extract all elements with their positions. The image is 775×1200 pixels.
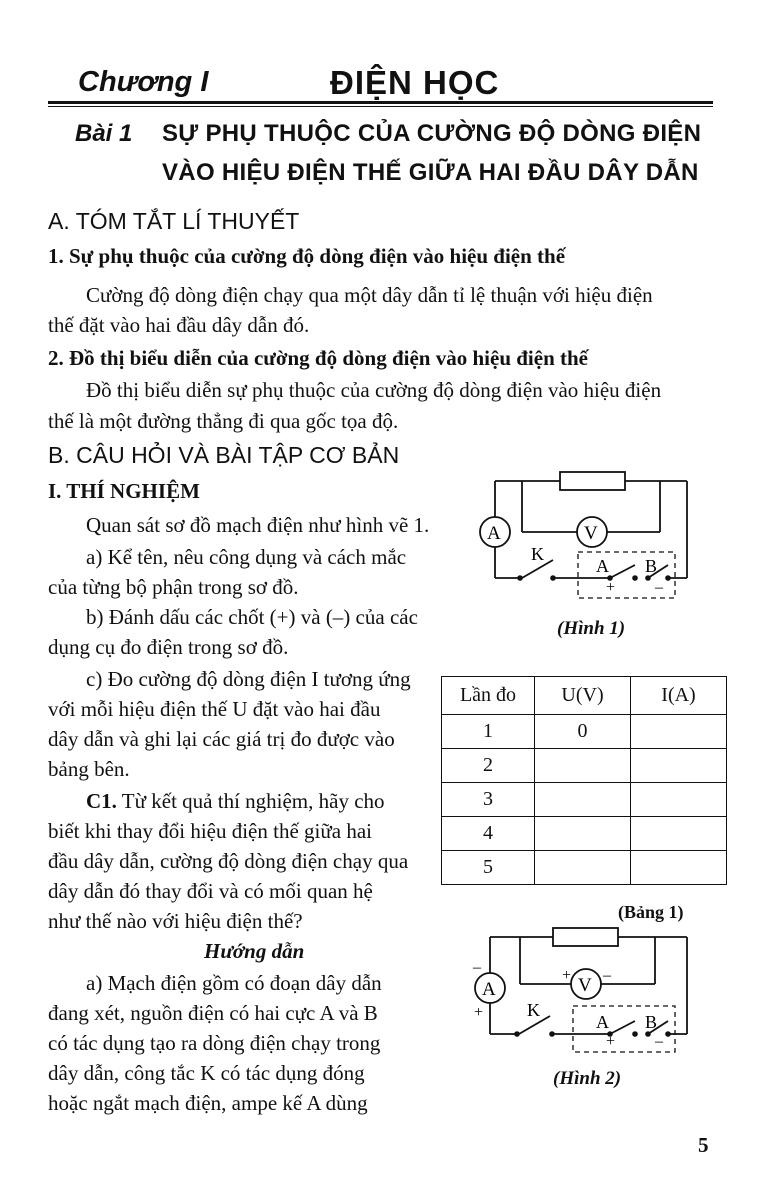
- text-line: Quan sát sơ đồ mạch điện như hình vẽ 1.: [86, 513, 430, 537]
- table-cell: [535, 783, 631, 817]
- guide-line: a) Mạch điện gồm có đoạn dây dẫn: [86, 971, 382, 995]
- circuit-diagram-figure-1: [465, 462, 695, 612]
- figure-2-caption: (Hình 2): [553, 1068, 622, 1089]
- minus-sign: –: [655, 579, 663, 596]
- voltmeter-minus-sign: –: [603, 967, 611, 984]
- figure-1-caption: (Hình 1): [557, 618, 626, 639]
- section-a-item2-heading: 2. Đồ thị biểu diễn của cường độ dòng điện vào hiệu điện thế: [48, 346, 589, 370]
- table-row: [442, 715, 727, 749]
- section-a-item2-line1: Đồ thị biểu diễn sự phụ thuộc của cường độ dòng điện vào hiệu điện: [86, 378, 662, 402]
- table-cell: [535, 817, 631, 851]
- text-line: c) Đo cường độ dòng điện I tương ứng: [86, 667, 411, 691]
- section-a-item1-line2: thế đặt vào hai đầu dây dẫn đó.: [48, 313, 310, 337]
- table-header-row: [442, 677, 727, 715]
- chapter-label: Chương I: [78, 66, 209, 98]
- table-header-cell: U(V): [535, 677, 631, 715]
- text-line: dây dẫn và ghi lại các giá trị đo được vào: [48, 727, 395, 751]
- table-cell: [631, 817, 727, 851]
- terminal-a-label: A: [596, 1012, 609, 1032]
- table-row: [442, 783, 727, 817]
- table-cell: 1: [442, 715, 535, 749]
- lesson-title-line-1: SỰ PHỤ THUỘC CỦA CƯỜNG ĐỘ DÒNG ĐIỆN: [162, 120, 702, 147]
- guide-heading: Hướng dẫn: [204, 939, 305, 963]
- section-a-item1-heading: 1. Sự phụ thuộc của cường độ dòng điện vào hiệu điện thế: [48, 244, 566, 268]
- ammeter-label: A: [487, 523, 501, 544]
- c1-label: C1.: [86, 789, 117, 813]
- table-cell: 2: [442, 749, 535, 783]
- voltmeter-label: V: [578, 975, 592, 996]
- table-cell: 0: [535, 715, 631, 749]
- ammeter-label: A: [482, 979, 496, 1000]
- table-cell: [535, 749, 631, 783]
- voltmeter-label: V: [584, 523, 598, 544]
- circuit-diagram-figure-2: [465, 918, 695, 1068]
- text-line: của từng bộ phận trong sơ đồ.: [48, 575, 299, 599]
- text-line: a) Kể tên, nêu công dụng và cách mắc: [86, 545, 407, 569]
- table-cell: 4: [442, 817, 535, 851]
- text-line: b) Đánh dấu các chốt (+) và (–) của các: [86, 605, 418, 629]
- text-line: với mỗi hiệu điện thế U đặt vào hai đầu: [48, 697, 381, 721]
- page-number: 5: [698, 1133, 709, 1157]
- table-header-cell: I(A): [631, 677, 727, 715]
- c1-line: Từ kết quả thí nghiệm, hãy cho: [116, 789, 385, 813]
- table-cell: [631, 715, 727, 749]
- table-row: [442, 749, 727, 783]
- measurement-table: [441, 676, 727, 885]
- header-rule: [48, 101, 713, 104]
- guide-line: có tác dụng tạo ra dòng điện chạy trong: [48, 1031, 381, 1055]
- chapter-title: ĐIỆN HỌC: [330, 64, 500, 101]
- table-header-cell: Lần đo: [442, 677, 535, 715]
- section-a-item2-line2: thế là một đường thẳng đi qua gốc tọa độ.: [48, 409, 399, 433]
- table-caption: (Bảng 1): [618, 902, 684, 922]
- resistor-symbol: [553, 928, 618, 946]
- terminal-b-label: B: [645, 1012, 658, 1032]
- section-a-heading: A. TÓM TẮT LÍ THUYẾT: [48, 208, 300, 234]
- switch-label: K: [527, 1000, 540, 1020]
- plus-sign: +: [606, 1033, 616, 1050]
- plus-sign: +: [606, 579, 616, 596]
- lesson-number: Bài 1: [75, 120, 133, 147]
- table-cell: [631, 851, 727, 885]
- lesson-title-line-2: VÀO HIỆU ĐIỆN THẾ GIỮA HAI ĐẦU DÂY DẪN: [162, 159, 699, 186]
- ammeter-minus-sign: –: [473, 959, 481, 976]
- guide-line: đang xét, nguồn điện có hai cực A và B: [48, 1001, 378, 1025]
- section-b-heading: B. CÂU HỎI VÀ BÀI TẬP CƠ BẢN: [48, 442, 400, 468]
- table-cell: 3: [442, 783, 535, 817]
- table-row: [442, 851, 727, 885]
- c1-line: như thế nào với hiệu điện thế?: [48, 909, 303, 933]
- text-line: dụng cụ đo điện trong sơ đồ.: [48, 635, 289, 659]
- minus-sign: –: [655, 1033, 663, 1050]
- table-cell: [631, 749, 727, 783]
- section-b-subheading: I. THÍ NGHIỆM: [48, 479, 200, 503]
- switch-label: K: [531, 544, 544, 564]
- resistor-symbol: [560, 472, 625, 490]
- header-rule-thin: [48, 106, 713, 107]
- c1-line: biết khi thay đổi hiệu điện thế giữa hai: [48, 819, 372, 843]
- table-cell: [631, 783, 727, 817]
- c1-question-first-line: [86, 789, 385, 813]
- voltmeter-plus-sign: +: [562, 967, 572, 984]
- table-cell: [535, 851, 631, 885]
- terminal-b-label: B: [645, 556, 658, 576]
- guide-line: dây dẫn, công tắc K có tác dụng đóng: [48, 1061, 365, 1085]
- terminal-a-label: A: [596, 556, 609, 576]
- table-row: [442, 817, 727, 851]
- section-a-item1-line1: Cường độ dòng điện chạy qua một dây dẫn tỉ lệ thuận với hiệu điện: [86, 283, 653, 307]
- c1-line: dây dẫn đó thay đổi và có mối quan hệ: [48, 879, 373, 903]
- c1-line: đầu dây dẫn, cường độ dòng điện chạy qua: [48, 849, 409, 873]
- ammeter-plus-sign: +: [474, 1004, 484, 1021]
- table-cell: 5: [442, 851, 535, 885]
- text-line: bảng bên.: [48, 757, 130, 781]
- guide-line: hoặc ngắt mạch điện, ampe kế A dùng: [48, 1091, 368, 1115]
